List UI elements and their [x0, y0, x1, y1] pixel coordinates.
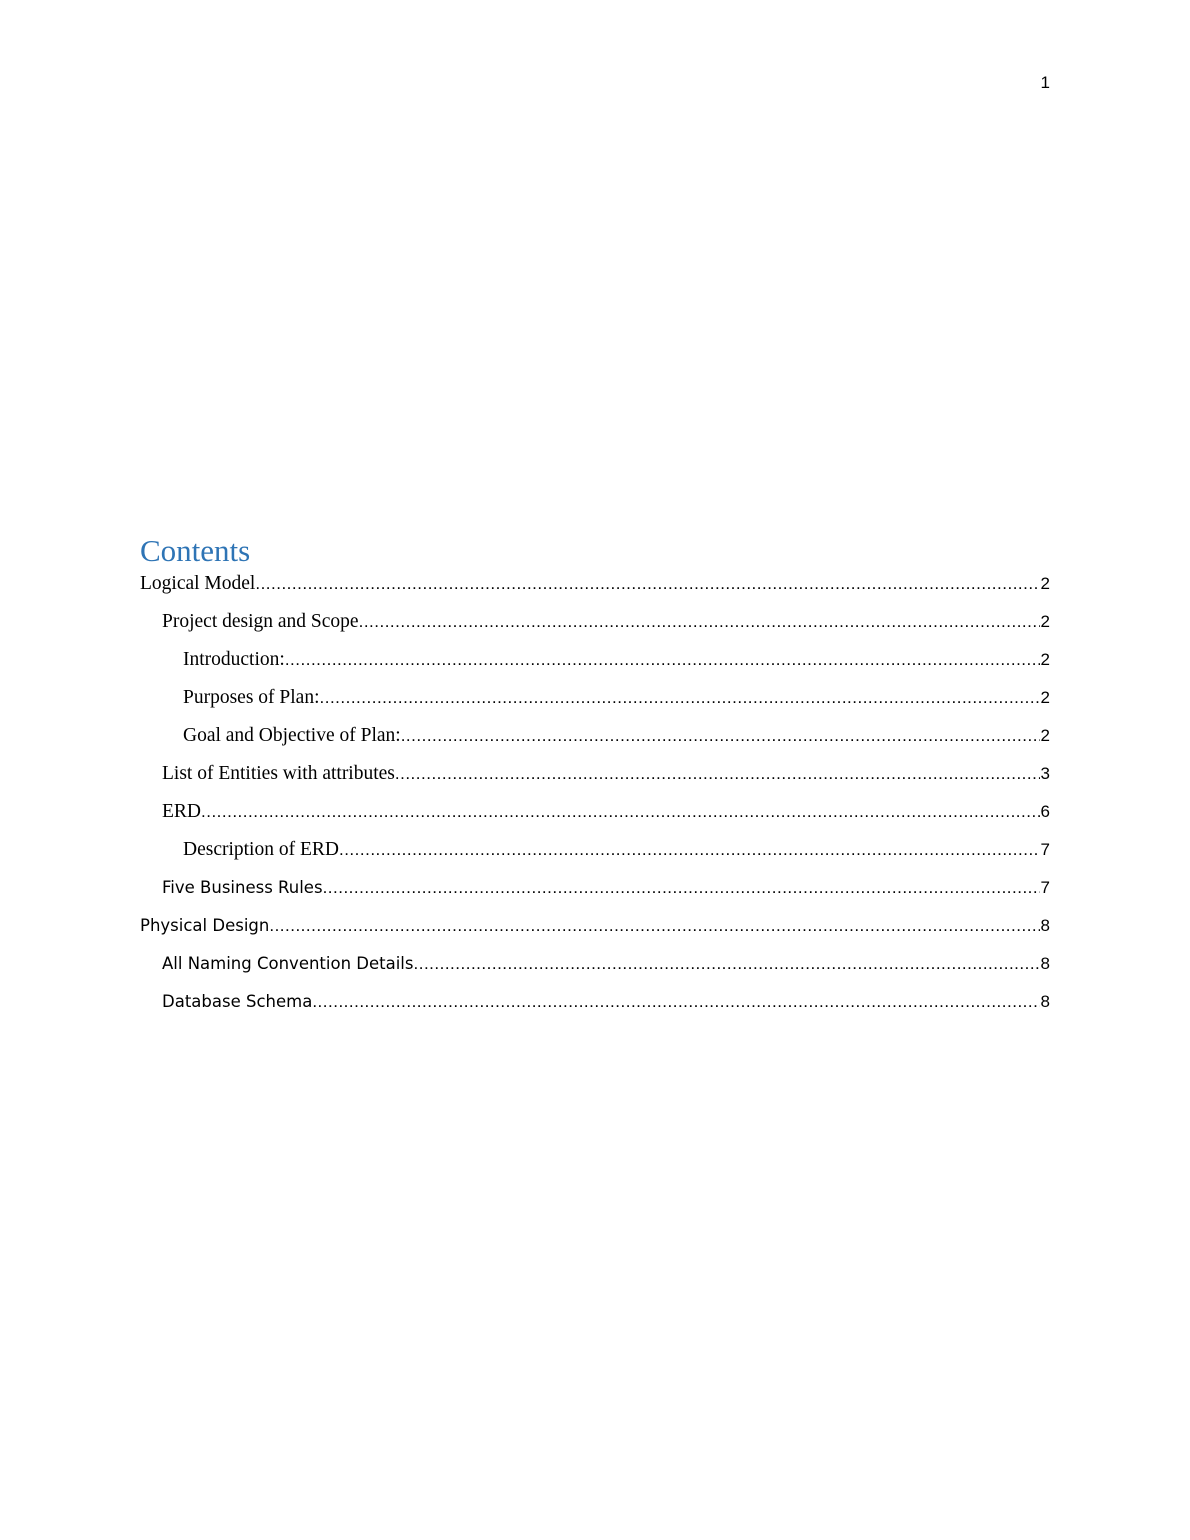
toc-entry-page: 6 — [1040, 802, 1050, 821]
toc-entry-page: 7 — [1040, 840, 1050, 859]
toc-entry-page: 8 — [1040, 954, 1050, 973]
toc-entry-label: ERD — [162, 801, 201, 822]
toc-entry-logical-model[interactable] — [140, 569, 1050, 607]
toc-entry-page: 2 — [1040, 650, 1050, 669]
toc-entry-label: Five Business Rules — [162, 878, 323, 897]
toc-entry-page: 2 — [1040, 574, 1050, 593]
toc-entry-five-business-rules[interactable] — [140, 873, 1050, 911]
toc-dot-leader — [320, 683, 1040, 713]
toc-dot-leader — [201, 797, 1040, 827]
toc-dot-leader — [285, 645, 1040, 675]
toc-entry-goal-and-objective[interactable] — [140, 721, 1050, 759]
toc-entry-label: Physical Design — [140, 916, 270, 935]
toc-dot-leader — [414, 949, 1040, 979]
toc-list — [140, 569, 1050, 1025]
toc-dot-leader — [401, 721, 1040, 751]
toc-entry-label: Introduction: — [183, 649, 285, 670]
toc-entry-list-of-entities[interactable] — [140, 759, 1050, 797]
toc-entry-page: 2 — [1040, 612, 1050, 631]
toc-entry-physical-design[interactable] — [140, 911, 1050, 949]
toc-dot-leader — [359, 607, 1040, 637]
toc-entry-description-of-erd[interactable] — [140, 835, 1050, 873]
toc-entry-introduction[interactable] — [140, 645, 1050, 683]
toc-entry-page: 8 — [1040, 992, 1050, 1011]
table-of-contents — [140, 531, 1050, 1025]
toc-entry-page: 7 — [1040, 878, 1050, 897]
toc-dot-leader — [323, 873, 1040, 903]
toc-entry-erd[interactable] — [140, 797, 1050, 835]
toc-entry-label: Purposes of Plan: — [183, 687, 320, 708]
toc-entry-page: 3 — [1040, 764, 1050, 783]
page-number: 1 — [1040, 73, 1050, 92]
toc-entry-label: All Naming Convention Details — [162, 954, 414, 973]
toc-entry-label: Logical Model — [140, 573, 256, 594]
toc-entry-label: Database Schema — [162, 992, 313, 1011]
toc-entry-label: Project design and Scope — [162, 611, 359, 632]
toc-dot-leader — [339, 835, 1040, 865]
toc-dot-leader — [269, 911, 1039, 941]
toc-entry-label: List of Entities with attributes — [162, 763, 395, 784]
toc-entry-label: Description of ERD — [183, 839, 339, 860]
toc-dot-leader — [255, 569, 1039, 599]
toc-entry-page: 8 — [1040, 916, 1050, 935]
toc-entry-label: Goal and Objective of Plan: — [183, 725, 401, 746]
toc-entry-all-naming-convention-details[interactable] — [140, 949, 1050, 987]
toc-entry-database-schema[interactable] — [140, 987, 1050, 1025]
toc-entry-purposes-of-plan[interactable] — [140, 683, 1050, 721]
toc-entry-project-design-and-scope[interactable] — [140, 607, 1050, 645]
toc-dot-leader — [312, 987, 1039, 1017]
toc-heading: Contents — [140, 533, 251, 568]
toc-dot-leader — [395, 759, 1040, 789]
toc-entry-page: 2 — [1040, 726, 1050, 745]
toc-entry-page: 2 — [1040, 688, 1050, 707]
